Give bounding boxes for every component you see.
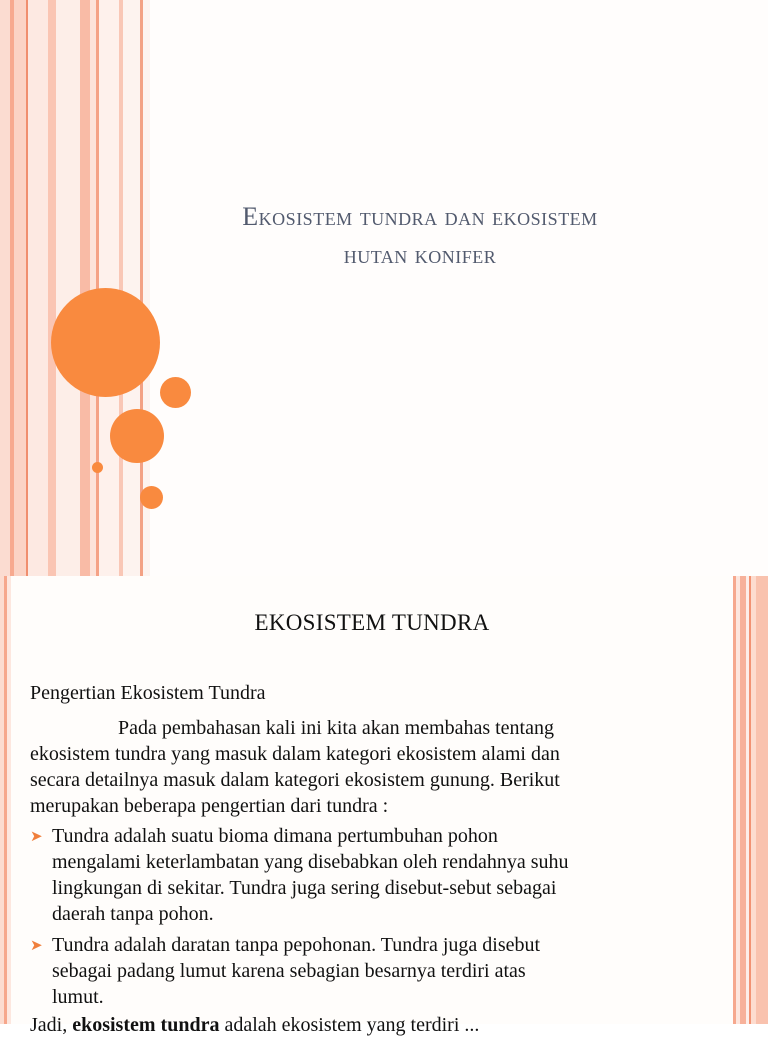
list-item-line: mengalami keterlambatan yang disebabkan oleh rendahnya suhu — [52, 851, 569, 873]
decorative-circle-tiny — [92, 462, 103, 473]
list-item-line: lingkungan di sekitar. Tundra juga sering disebut-sebut sebagai — [52, 877, 557, 899]
decorative-stripe — [7, 576, 11, 1024]
decorative-circle-medium — [110, 409, 164, 463]
decorative-circle-large — [51, 288, 160, 397]
slide-title-line: hutan konifer — [343, 240, 497, 269]
paragraph-line: secara detailnya masuk dalam kategori ekosistem gunung. Berikut — [30, 769, 560, 791]
decorative-circle-small — [160, 377, 191, 408]
list-item — [30, 932, 730, 1010]
slide-title-line: Ekosistem tundra dan ekosistem — [242, 202, 598, 231]
conclusion-prefix: Jadi, — [30, 1014, 73, 1036]
list-item-line: Tundra adalah suatu bioma dimana pertumbuhan pohon — [52, 825, 498, 847]
list-item-line: sebagai padang lumut karena sebagian besarnya terdiri atas — [52, 960, 526, 982]
decorative-circle-small — [140, 486, 163, 509]
list-item-line: lumut. — [52, 986, 104, 1008]
paragraph-line: merupakan beberapa pengertian dari tundra : — [30, 795, 389, 817]
paragraph-line: ekosistem tundra yang masuk dalam kategori ekosistem alami dan — [30, 743, 560, 765]
paragraph-line: Pada pembahasan kali ini kita akan membahas tentang — [118, 717, 554, 739]
conclusion-rest: adalah ekosistem yang terdiri ... — [219, 1014, 480, 1036]
list-item-line: daerah tanpa pohon. — [52, 903, 214, 925]
section-subheading: Pengertian Ekosistem Tundra — [30, 682, 266, 704]
chevron-right-icon: ➤ — [30, 827, 43, 845]
intro-paragraph — [30, 715, 730, 819]
section-heading: EKOSISTEM TUNDRA — [254, 610, 490, 635]
title-slide-background — [150, 0, 768, 576]
definition-list — [30, 823, 730, 1015]
content-slide — [0, 576, 768, 1036]
decorative-stripes — [0, 0, 150, 576]
list-item — [30, 823, 730, 927]
chevron-right-icon: ➤ — [30, 936, 43, 954]
list-item-line: Tundra adalah daratan tanpa pepohonan. Tundra juga disebut — [52, 934, 541, 956]
conclusion-line — [30, 1012, 479, 1038]
conclusion-bold: ekosistem tundra — [72, 1014, 220, 1036]
slide-title — [150, 198, 690, 274]
